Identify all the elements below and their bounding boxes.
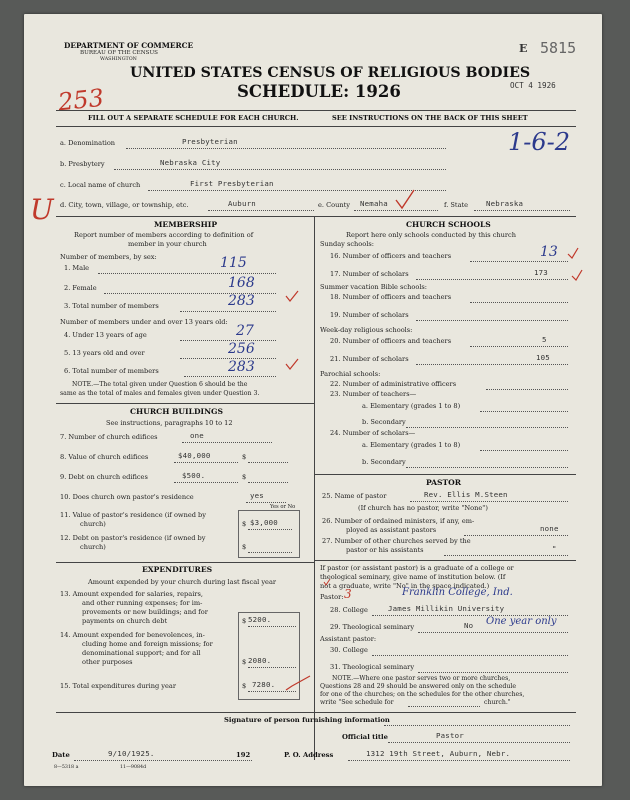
instruction-right: SEE INSTRUCTIONS ON THE BACK OF THIS SHEET [332, 114, 528, 122]
instruction-left: FILL OUT A SEPARATE SCHEDULE FOR EACH CHURCH. [88, 114, 299, 122]
buildings-title: CHURCH BUILDINGS [130, 407, 223, 416]
pastor-note-3: for one of the churches; on the schedules for the other churches, [320, 691, 525, 698]
red-check-icon [572, 270, 582, 280]
q18-line [470, 302, 568, 303]
buildings-sub: See instructions, paragraphs 10 to 12 [106, 419, 233, 427]
date-label: Date [52, 751, 70, 759]
q29-label: 29. Theological seminary [330, 623, 415, 631]
census-schedule-sheet [24, 14, 602, 786]
state-label: f. State [444, 201, 469, 209]
schools-intro: Report here only schools conducted by this church [346, 231, 516, 239]
local-name-label: c. Local name of church [60, 181, 141, 189]
city-line: WASHINGTON [100, 57, 137, 62]
red-check-icon [286, 291, 298, 301]
q9-line-2 [248, 482, 288, 483]
stamp-number: 5815 [540, 39, 577, 57]
date-line [74, 760, 252, 761]
county-label: e. County [318, 201, 350, 209]
membership-title: MEMBERSHIP [154, 220, 218, 229]
q12-label: 12. Debt on pastor's residence (if owned by [60, 534, 206, 542]
pastor-subhead: Pastor: [320, 593, 344, 601]
schools-title: CHURCH SCHOOLS [406, 220, 491, 229]
q31-label: 31. Theological seminary [330, 663, 415, 671]
presbytery-value: Nebraska City [160, 158, 221, 167]
q15-dollar: $ [242, 682, 247, 690]
q9-dollar: $ [242, 473, 247, 481]
rule [56, 712, 576, 713]
city-value: Auburn [228, 199, 256, 208]
parochial-label: Parochial schools: [320, 370, 381, 378]
q3-label: 3. Total number of members [64, 302, 159, 310]
q1-label: 1. Male [64, 264, 90, 272]
q25-value: Rev. Ellis M.Steen [424, 490, 508, 499]
q24-label: 24. Number of scholars— [330, 429, 416, 437]
print-code-2: 11—9084d [120, 765, 147, 770]
q16-line [470, 261, 568, 262]
official-title-label: Official title [342, 733, 388, 741]
q27-label: 27. Number of other churches served by the [322, 537, 471, 545]
yes-no-hint: Yes or No [270, 504, 296, 510]
q23-label: 23. Number of teachers— [330, 390, 417, 398]
q19-label: 19. Number of scholars [330, 311, 409, 319]
handwritten-college: Franklin College, Ind. [402, 587, 513, 598]
q23b-line [406, 427, 568, 428]
date-suffix: 192 [236, 751, 251, 759]
form-subtitle: SCHEDULE: 1926 [237, 82, 401, 101]
pastor-note-2: Questions 28 and 29 should be answered only on the schedule [320, 683, 517, 690]
q14-label-3: denominational support; and for all [82, 649, 201, 657]
q11-value: $3,000 [250, 518, 278, 527]
membership-note-2: same as the total of males and females given under Question 3. [60, 390, 260, 397]
amount-box [238, 510, 300, 558]
denomination-value: Presbyterian [182, 137, 238, 146]
q23b-label: b. Secondary [362, 418, 406, 426]
q8-line-2 [248, 462, 288, 463]
rule [56, 216, 576, 217]
red-handwritten-number: 253 [56, 83, 106, 117]
q16-value: 13 [540, 244, 558, 260]
q25-line [410, 501, 568, 502]
q27-value: " [552, 544, 557, 553]
q4-value: 27 [236, 323, 254, 339]
county-line [354, 210, 438, 211]
form-letter: E [519, 42, 528, 55]
q6-line [184, 376, 276, 377]
q29-value: No [464, 621, 474, 630]
q17-label: 17. Number of scholars [330, 270, 409, 278]
by-sex-label: Number of members, by sex: [60, 253, 157, 261]
q9-value: $500. [182, 471, 206, 480]
q16-label: 16. Number of officers and teachers [330, 252, 452, 260]
weekday-label: Week-day religious schools: [320, 326, 413, 334]
received-stamp: OCT 4 1926 [510, 81, 556, 90]
q6-value: 283 [228, 359, 255, 375]
rule [314, 560, 576, 561]
grad-instructions-2: theological seminary, give name of institution below. (If [320, 573, 506, 581]
vacation-label: Summer vacation Bible schools: [320, 283, 428, 291]
po-address-label: P. O. Address [284, 751, 334, 759]
q8-value: $40,000 [178, 451, 211, 460]
membership-intro: Report number of members according to definition of [74, 231, 254, 239]
q10-line [246, 502, 286, 503]
q10-value: yes [250, 491, 264, 500]
expenditure-box [238, 612, 300, 700]
bureau-line: BUREAU OF THE CENSUS [80, 50, 159, 56]
po-address-line [348, 760, 570, 761]
q3-value: 283 [228, 293, 255, 309]
denomination-label: a. Denomination [60, 139, 116, 147]
q14-label-2: cluding home and foreign missions; for [82, 640, 213, 648]
q15-value: 7280. [252, 680, 276, 689]
q31-line [418, 672, 568, 673]
q26-line [464, 535, 568, 536]
grad-instructions-3: not a graduate, write "No" in the space indicated.) [320, 582, 490, 590]
q27-label-2: pastor or his assistants [346, 546, 424, 554]
local-name-value: First Presbyterian [190, 179, 274, 188]
center-divider [314, 216, 315, 760]
q8-dollar: $ [242, 453, 247, 461]
q28-value: James Millikin University [388, 604, 505, 613]
q1-line [98, 273, 276, 274]
q12-label-2: church) [80, 543, 106, 551]
red-mark-3: 3 [344, 587, 352, 601]
age-intro: Number of members under and over 13 years old: [60, 318, 228, 326]
q13-label-2: and other running expenses; for im- [82, 599, 203, 607]
expenditures-sub: Amount expended by your church during last fiscal year [88, 578, 277, 586]
q5-label: 5. 13 years old and over [64, 349, 145, 357]
q18-label: 18. Number of officers and teachers [330, 293, 452, 301]
date-value: 9/10/1925. [108, 749, 155, 758]
q20-line [470, 346, 568, 347]
q7-line [182, 442, 272, 443]
q19-line [416, 320, 568, 321]
q7-label: 7. Number of church edifices [60, 433, 158, 441]
q13-label: 13. Amount expended for salaries, repairs, [60, 590, 203, 598]
pastor-note-5: church." [484, 699, 511, 706]
q20-label: 20. Number of officers and teachers [330, 337, 452, 345]
expenditures-title: EXPENDITURES [142, 565, 213, 574]
city-label: d. City, town, village, or township, etc. [60, 201, 189, 209]
q15-label: 15. Total expenditures during year [60, 682, 176, 690]
q29-line [418, 632, 568, 633]
q3-line [180, 311, 276, 312]
q4-label: 4. Under 13 years of age [64, 331, 147, 339]
q21-label: 21. Number of scholars [330, 355, 409, 363]
po-address-value: 1312 19th Street, Auburn, Nebr. [366, 749, 511, 758]
q12-dollar: $ [242, 543, 247, 551]
q14-label-4: other purposes [82, 658, 133, 666]
grad-instructions: If pastor (or assistant pastor) is a graduate of a college or [320, 564, 514, 572]
q13-label-3: provements or new buildings; and for [82, 608, 208, 616]
pastor-note: NOTE.—Where one pastor serves two or more churches, [332, 675, 511, 682]
pastor-note-line [408, 706, 480, 707]
q26-value: none [540, 524, 559, 533]
q24a-label: a. Elementary (grades 1 to 8) [362, 441, 461, 449]
rule [56, 562, 314, 563]
red-check-icon [286, 359, 298, 369]
q21-value: 105 [536, 353, 550, 362]
q17-line [416, 279, 568, 280]
signature-label: Signature of person furnishing information [224, 716, 390, 724]
handwritten-seminary: One year only [486, 616, 557, 627]
q1-value: 115 [220, 255, 247, 271]
q14-dollar: $ [242, 658, 247, 666]
q25-note: (If church has no pastor, write "None") [358, 504, 488, 512]
q23a-label: a. Elementary (grades 1 to 8) [362, 402, 461, 410]
q24b-label: b. Secondary [362, 458, 406, 466]
pastor-note-4: write "See schedule for [320, 699, 394, 706]
red-mark-u: U [30, 193, 54, 226]
rule [314, 474, 576, 475]
q30-line [372, 655, 568, 656]
print-code: 8—5318 a [54, 765, 79, 770]
q22-line [486, 389, 568, 390]
q6-label: 6. Total number of members [64, 367, 159, 375]
city-line [208, 210, 314, 211]
dept-line: DEPARTMENT OF COMMERCE [64, 41, 194, 50]
q28-label: 28. College [330, 606, 368, 614]
q8-line [174, 462, 238, 463]
q23a-line [480, 411, 568, 412]
q2-value: 168 [228, 275, 255, 291]
state-line [474, 210, 570, 211]
handwritten-code: 1-6-2 [508, 128, 571, 156]
q7-value: one [190, 431, 204, 440]
assistant-subhead: Assistant pastor: [320, 635, 377, 643]
q13-label-4: payments on church debt [82, 617, 168, 625]
q5-value: 256 [228, 341, 255, 357]
q10-label: 10. Does church own pastor's residence [60, 493, 194, 501]
q20-value: 5 [542, 335, 547, 344]
q13-dollar: $ [242, 617, 247, 625]
q11-dollar: $ [242, 520, 247, 528]
q24b-line [406, 467, 568, 468]
q9-line [174, 482, 238, 483]
county-value: Nemaha [360, 199, 388, 208]
q8-label: 8. Value of church edifices [60, 453, 149, 461]
official-title-value: Pastor [436, 731, 464, 740]
q26-label-2: ployed as assistant pastors [346, 526, 437, 534]
q22-label: 22. Number of administrative officers [330, 380, 457, 388]
presbytery-label: b. Presbytery [60, 160, 105, 168]
presbytery-line [114, 169, 446, 170]
pastor-title: PASTOR [426, 478, 462, 487]
sunday-label: Sunday schools: [320, 240, 374, 248]
q11-label: 11. Value of pastor's residence (if owned by [60, 511, 206, 519]
q11-label-2: church) [80, 520, 106, 528]
membership-note: NOTE.—The total given under Question 6 should be the [72, 381, 248, 388]
signature-line [384, 725, 570, 726]
q17-value: 173 [534, 268, 548, 277]
form-title: UNITED STATES CENSUS OF RELIGIOUS BODIES [130, 65, 531, 81]
q30-label: 30. College [330, 646, 368, 654]
q27-line [444, 555, 568, 556]
q26-label: 26. Number of ordained ministers, if any, em- [322, 517, 475, 525]
official-title-line [388, 742, 570, 743]
rule [56, 110, 576, 111]
rule [56, 126, 576, 127]
denomination-line [126, 148, 446, 149]
q14-label: 14. Amount expended for benevolences, in- [60, 631, 205, 639]
q21-line [416, 364, 568, 365]
q2-label: 2. Female [64, 284, 97, 292]
q9-label: 9. Debt on church edifices [60, 473, 148, 481]
q24a-line [480, 450, 568, 451]
q25-label: 25. Name of pastor [322, 492, 387, 500]
membership-intro-2: member in your church [128, 240, 207, 248]
q14-value: 2080. [248, 656, 272, 665]
red-check-icon [396, 190, 414, 208]
state-value: Nebraska [486, 199, 524, 208]
local-name-line [148, 190, 446, 191]
rule [56, 403, 314, 404]
red-check-icon [568, 248, 578, 258]
q13-value: 5200. [248, 615, 272, 624]
